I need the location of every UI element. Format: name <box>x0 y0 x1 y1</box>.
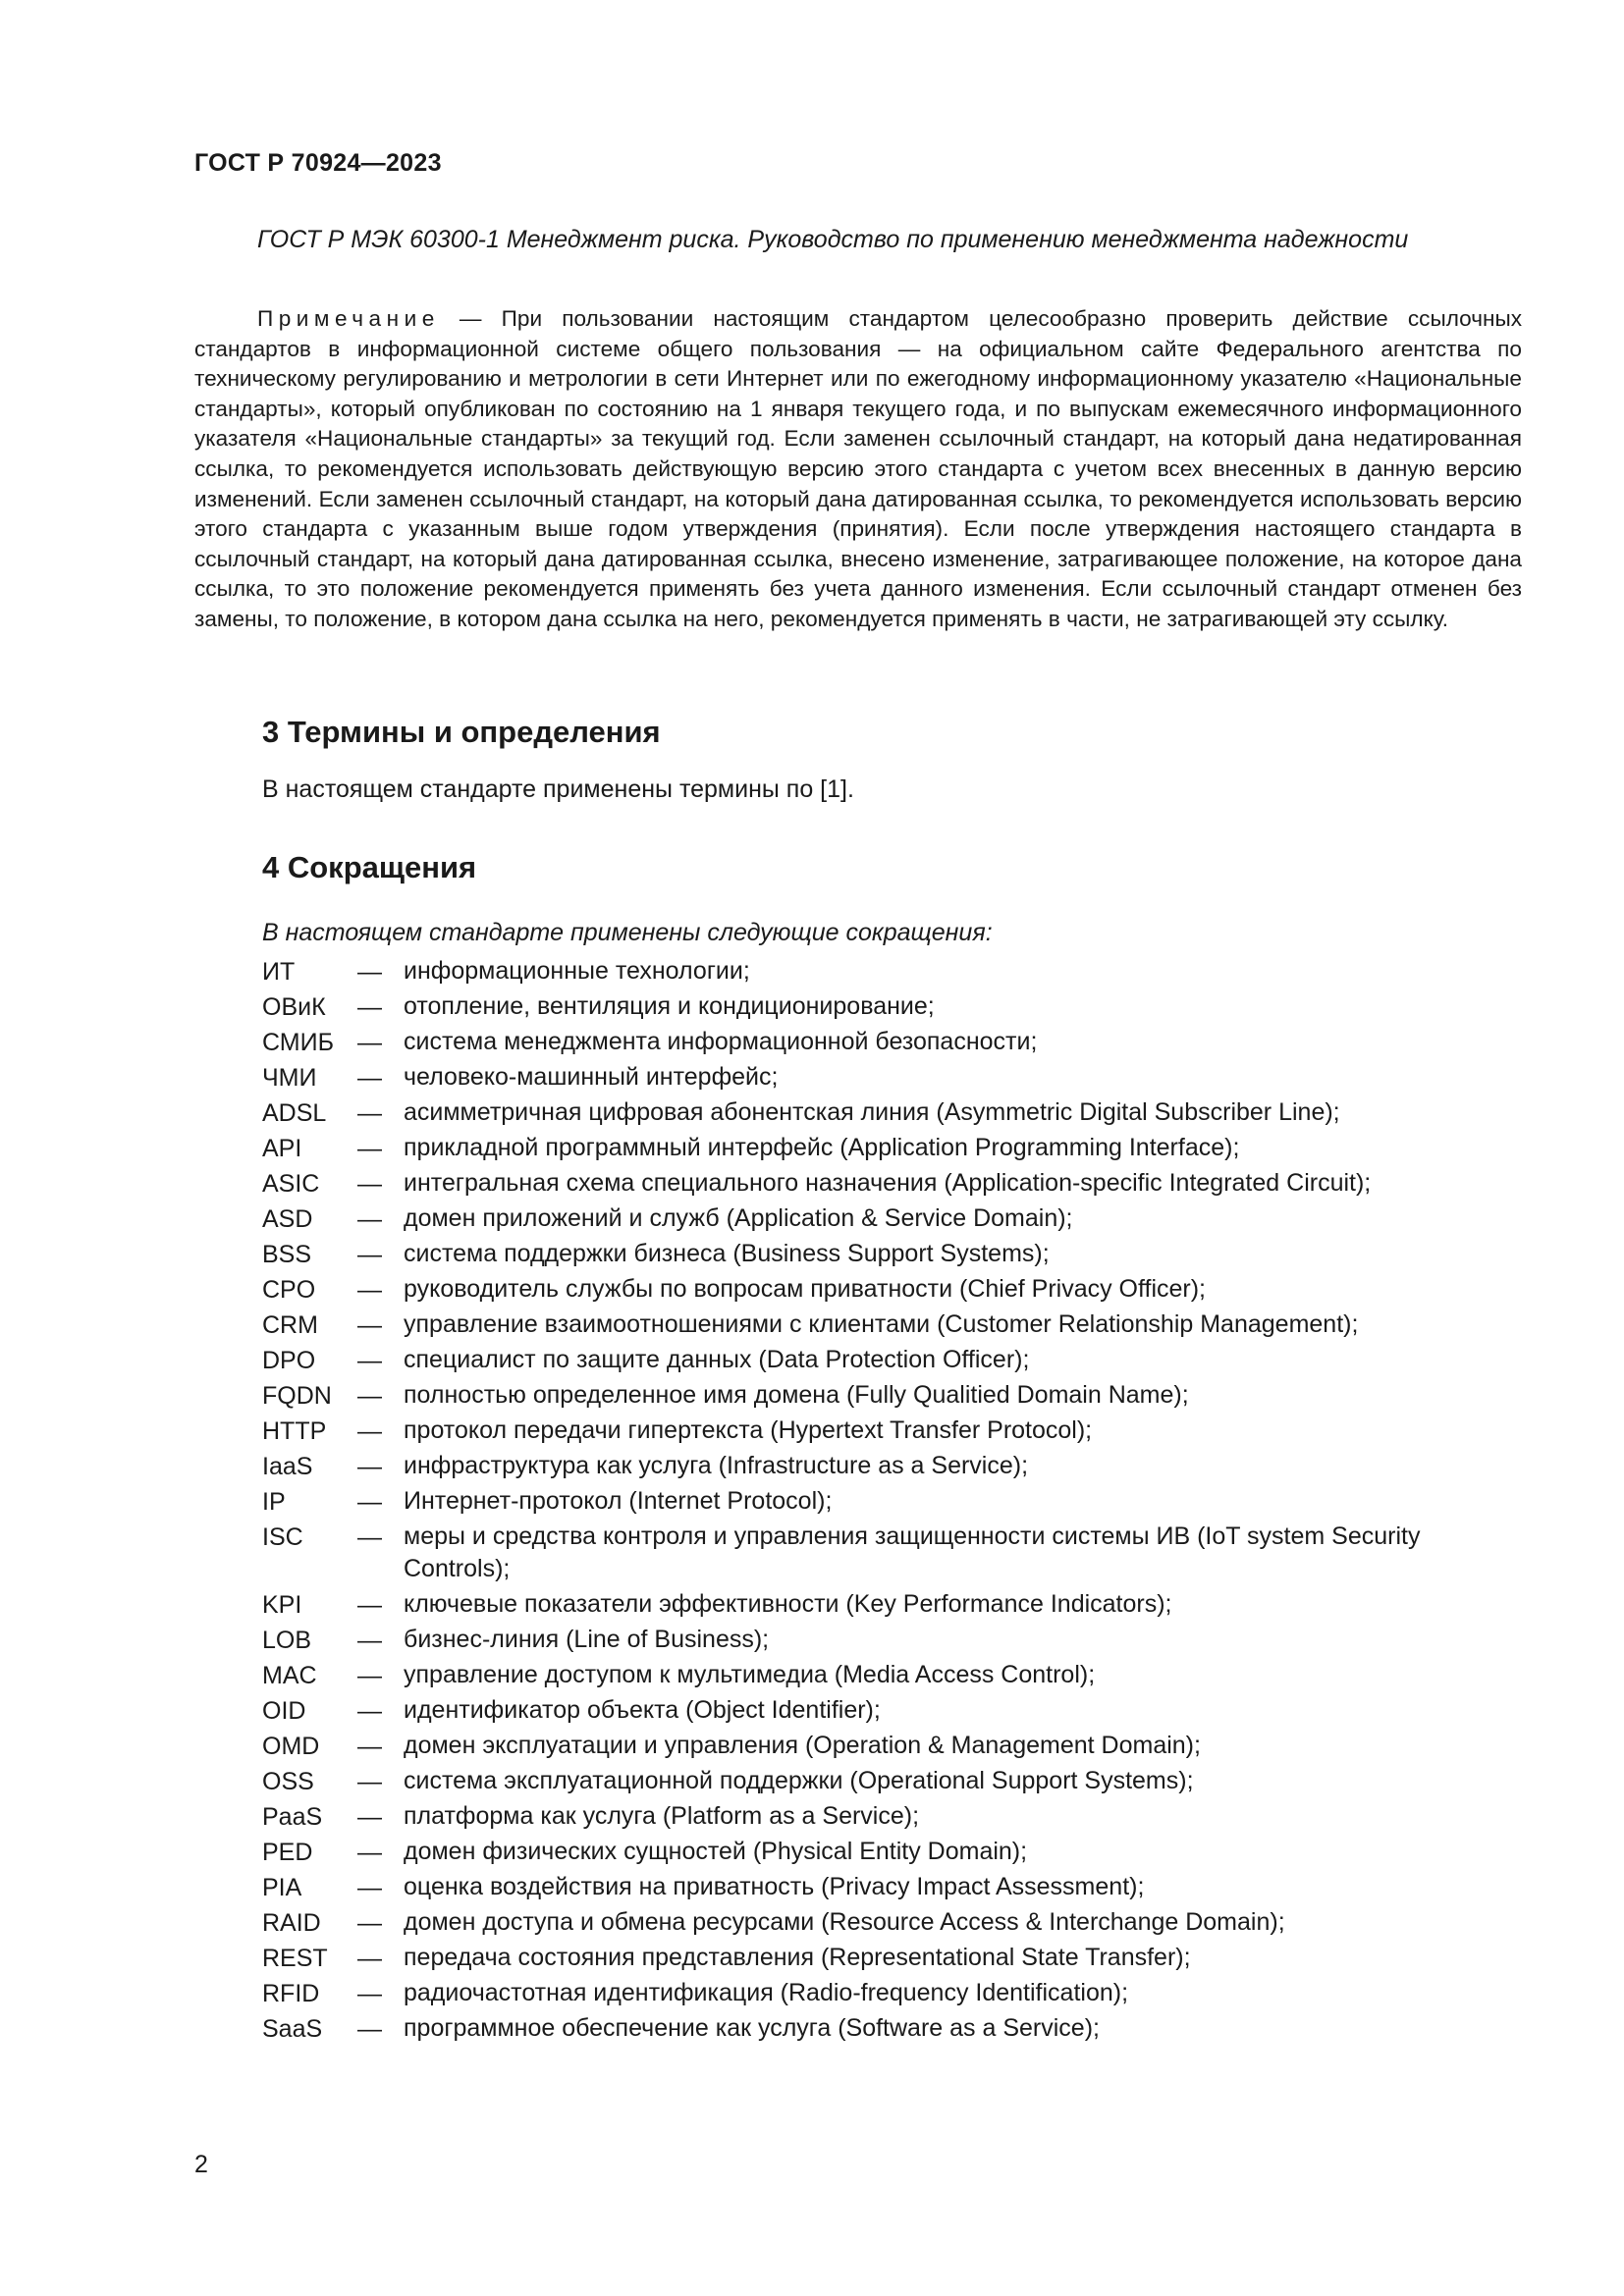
list-item <box>262 1658 1529 1693</box>
abbreviation-dash: — <box>357 993 382 1021</box>
abbreviation-term: FQDN <box>262 1382 332 1410</box>
abbreviation-definition: система поддержки бизнеса (Business Support Systems); <box>404 1240 1050 1267</box>
list-item <box>262 1414 1529 1449</box>
abbreviation-definition: полностью определенное имя домена (Fully Qualitied Domain Name); <box>404 1381 1189 1409</box>
abbreviation-dash: — <box>357 1099 382 1127</box>
abbreviation-term: MAC <box>262 1662 317 1689</box>
abbreviation-definition: Интернет-протокол (Internet Protocol); <box>404 1487 833 1515</box>
abbreviation-term: DPO <box>262 1347 316 1374</box>
abbreviation-definition: ключевые показатели эффективности (Key Performance Indicators); <box>404 1590 1172 1618</box>
list-item <box>262 1799 1529 1835</box>
abbreviation-definition: управление доступом к мультимедиа (Media Access Control); <box>404 1661 1096 1688</box>
abbreviation-dash: — <box>357 1347 382 1374</box>
abbreviation-definition: идентификатор объекта (Object Identifier); <box>404 1696 881 1724</box>
abbreviation-definition: домен приложений и служб (Application & Service Domain); <box>404 1204 1073 1232</box>
abbreviation-definition: прикладной программный интерфейс (Application Programming Interface); <box>404 1134 1240 1161</box>
abbreviation-dash: — <box>357 1803 382 1831</box>
list-item <box>262 1520 1529 1587</box>
list-item <box>262 1623 1529 1658</box>
abbreviation-definition: оценка воздействия на приватность (Privacy Impact Assessment); <box>404 1873 1145 1900</box>
abbreviation-dash: — <box>357 1488 382 1516</box>
abbreviation-term: PED <box>262 1839 313 1866</box>
abbreviation-dash: — <box>357 1170 382 1198</box>
abbreviation-definition: специалист по защите данных (Data Protection Officer); <box>404 1346 1030 1373</box>
abbreviation-dash: — <box>357 1733 382 1760</box>
list-item <box>262 1131 1529 1166</box>
list-item <box>262 1870 1529 1905</box>
list-item <box>262 1308 1529 1343</box>
references-note <box>194 304 1522 635</box>
abbreviation-dash: — <box>357 1627 382 1654</box>
abbreviation-dash: — <box>357 1135 382 1162</box>
abbreviation-term: REST <box>262 1945 328 1972</box>
page-number: 2 <box>194 2151 208 2178</box>
list-item <box>262 1449 1529 1484</box>
abbreviation-term: PaaS <box>262 1803 323 1831</box>
note-label: Примечание <box>257 306 440 331</box>
abbreviation-dash: — <box>357 1205 382 1233</box>
abbreviation-dash: — <box>357 1523 382 1551</box>
abbreviation-term: ADSL <box>262 1099 327 1127</box>
abbreviation-term: OMD <box>262 1733 320 1760</box>
list-item <box>262 954 1529 989</box>
abbreviation-term: HTTP <box>262 1417 327 1445</box>
section-3-heading: 3 Термины и определения <box>262 715 661 749</box>
section-3-text: В настоящем стандарте применены термины по [1]. <box>262 775 854 803</box>
abbreviation-dash: — <box>357 1382 382 1410</box>
abbreviation-definition: передача состояния представления (Representational State Transfer); <box>404 1944 1191 1971</box>
abbreviation-dash: — <box>357 1768 382 1795</box>
abbreviation-term: CRM <box>262 1311 318 1339</box>
section-4-intro: В настоящем стандарте применены следующие сокращения: <box>262 919 993 946</box>
abbreviation-term: CPO <box>262 1276 316 1304</box>
abbreviation-term: СМИБ <box>262 1029 334 1056</box>
abbreviation-term: ASIC <box>262 1170 320 1198</box>
abbreviation-dash: — <box>357 958 382 986</box>
reference-entry: ГОСТ Р МЭК 60300-1 Менеджмент риска. Руководство по применению менеджмента надежности <box>257 226 1409 253</box>
abbreviation-dash: — <box>357 1276 382 1304</box>
abbreviation-definition: асимметричная цифровая абонентская линия (Asymmetric Digital Subscriber Line); <box>404 1098 1340 1126</box>
abbreviation-term: IP <box>262 1488 286 1516</box>
abbreviation-definition: отопление, вентиляция и кондиционирование; <box>404 992 935 1020</box>
abbreviation-definition: инфраструктура как услуга (Infrastructure as a Service); <box>404 1452 1029 1479</box>
list-item <box>262 1905 1529 1941</box>
abbreviation-dash: — <box>357 1241 382 1268</box>
section-4-heading: 4 Сокращения <box>262 850 477 884</box>
abbreviation-definition: платформа как услуга (Platform as a Service); <box>404 1802 920 1830</box>
abbreviation-dash: — <box>357 1064 382 1092</box>
abbreviation-term: ЧМИ <box>262 1064 317 1092</box>
list-item <box>262 1976 1529 2011</box>
list-item <box>262 1693 1529 1729</box>
abbreviation-term: ИТ <box>262 958 296 986</box>
abbreviation-term: API <box>262 1135 302 1162</box>
abbreviation-term: ASD <box>262 1205 313 1233</box>
abbreviation-definition: интегральная схема специального назначения (Application-specific Integrated Circuit); <box>404 1169 1372 1197</box>
abbreviation-dash: — <box>357 1311 382 1339</box>
abbreviation-definition: радиочастотная идентификация (Radio-frequency Identification); <box>404 1979 1129 2006</box>
list-item <box>262 1237 1529 1272</box>
abbreviation-definition: управление взаимоотношениями с клиентами (Customer Relationship Management); <box>404 1310 1359 1338</box>
list-item <box>262 1941 1529 1976</box>
abbreviation-term: KPI <box>262 1591 302 1619</box>
abbreviation-definition: домен эксплуатации и управления (Operation & Management Domain); <box>404 1732 1201 1759</box>
abbreviation-definition: домен физических сущностей (Physical Entity Domain); <box>404 1838 1028 1865</box>
abbreviations-list <box>262 954 1529 2047</box>
abbreviation-dash: — <box>357 1697 382 1725</box>
list-item <box>262 1587 1529 1623</box>
list-item <box>262 989 1529 1025</box>
abbreviation-dash: — <box>357 1591 382 1619</box>
abbreviation-definition: человеко-машинный интерфейс; <box>404 1063 779 1091</box>
abbreviation-term: BSS <box>262 1241 312 1268</box>
abbreviation-dash: — <box>357 1980 382 2007</box>
abbreviation-dash: — <box>357 1453 382 1480</box>
list-item <box>262 1729 1529 1764</box>
abbreviation-term: ОВиК <box>262 993 326 1021</box>
list-item <box>262 1378 1529 1414</box>
abbreviation-definition: информационные технологии; <box>404 957 750 985</box>
abbreviation-dash: — <box>357 1874 382 1901</box>
list-item <box>262 1484 1529 1520</box>
abbreviation-definition: домен доступа и обмена ресурсами (Resource Access & Interchange Domain); <box>404 1908 1285 1936</box>
abbreviation-dash: — <box>357 1909 382 1937</box>
abbreviation-term: SaaS <box>262 2015 323 2043</box>
abbreviation-term: OSS <box>262 1768 314 1795</box>
document-code-header: ГОСТ Р 70924—2023 <box>194 149 442 177</box>
abbreviation-definition: бизнес-линия (Line of Business); <box>404 1626 770 1653</box>
list-item <box>262 1201 1529 1237</box>
list-item <box>262 1343 1529 1378</box>
abbreviation-definition: руководитель службы по вопросам приватности (Chief Privacy Officer); <box>404 1275 1206 1303</box>
abbreviation-term: OID <box>262 1697 306 1725</box>
list-item <box>262 1025 1529 1060</box>
list-item <box>262 1835 1529 1870</box>
list-item <box>262 1764 1529 1799</box>
abbreviation-dash: — <box>357 1662 382 1689</box>
abbreviation-definition: система менеджмента информационной безопасности; <box>404 1028 1038 1055</box>
abbreviation-dash: — <box>357 1029 382 1056</box>
list-item <box>262 1095 1529 1131</box>
abbreviation-definition: протокол передачи гипертекста (Hypertext Transfer Protocol); <box>404 1416 1093 1444</box>
abbreviation-term: RFID <box>262 1980 320 2007</box>
list-item <box>262 1060 1529 1095</box>
note-text: — При пользовании настоящим стандартом целесообразно проверить действие ссылочных стандартов в информационной системе общего пользования — на официальном сайте Федерального агентства по техническому регулированию и метрологии в сети Интернет или по ежегодному информационному указателю «Национальные стандарты», который опубликован по состоянию на 1 января текущего года, и по выпускам ежемесячного информационного указателя «Национальные стандарты» за текущий год. Если заменен ссылочный стандарт, на который дана недатированная ссылка, то рекомендуется использовать действующую версию этого стандарта с учетом всех внесенных в данную версию изменений. Если заменен ссылочный стандарт, на который дана датированная ссылка, то рекомендуется использовать версию этого стандарта с указанным выше годом утверждения (принятия). Если после утверждения настоящего стандарта в ссылочный стандарт, на который дана датированная ссылка, внесено изменение, затрагивающее положение, на которое дана ссылка, то это положение рекомендуется применять без учета данного изменения. Если ссылочный стандарт отменен без замены, то положение, в котором дана ссылка на него, рекомендуется применять в части, не затрагивающей эту ссылку. <box>194 306 1522 631</box>
abbreviation-dash: — <box>357 1417 382 1445</box>
abbreviation-term: IaaS <box>262 1453 313 1480</box>
abbreviation-term: LOB <box>262 1627 312 1654</box>
abbreviation-definition: меры и средства контроля и управления защищенности системы ИВ (IoT system Security Controls); <box>404 1522 1421 1582</box>
list-item <box>262 1166 1529 1201</box>
abbreviation-dash: — <box>357 1839 382 1866</box>
abbreviation-definition: программное обеспечение как услуга (Software as a Service); <box>404 2014 1100 2042</box>
abbreviation-term: ISC <box>262 1523 303 1551</box>
list-item <box>262 1272 1529 1308</box>
list-item <box>262 2011 1529 2047</box>
abbreviation-definition: система эксплуатационной поддержки (Operational Support Systems); <box>404 1767 1194 1794</box>
abbreviation-term: RAID <box>262 1909 321 1937</box>
abbreviation-dash: — <box>357 1945 382 1972</box>
abbreviation-term: PIA <box>262 1874 302 1901</box>
abbreviation-dash: — <box>357 2015 382 2043</box>
